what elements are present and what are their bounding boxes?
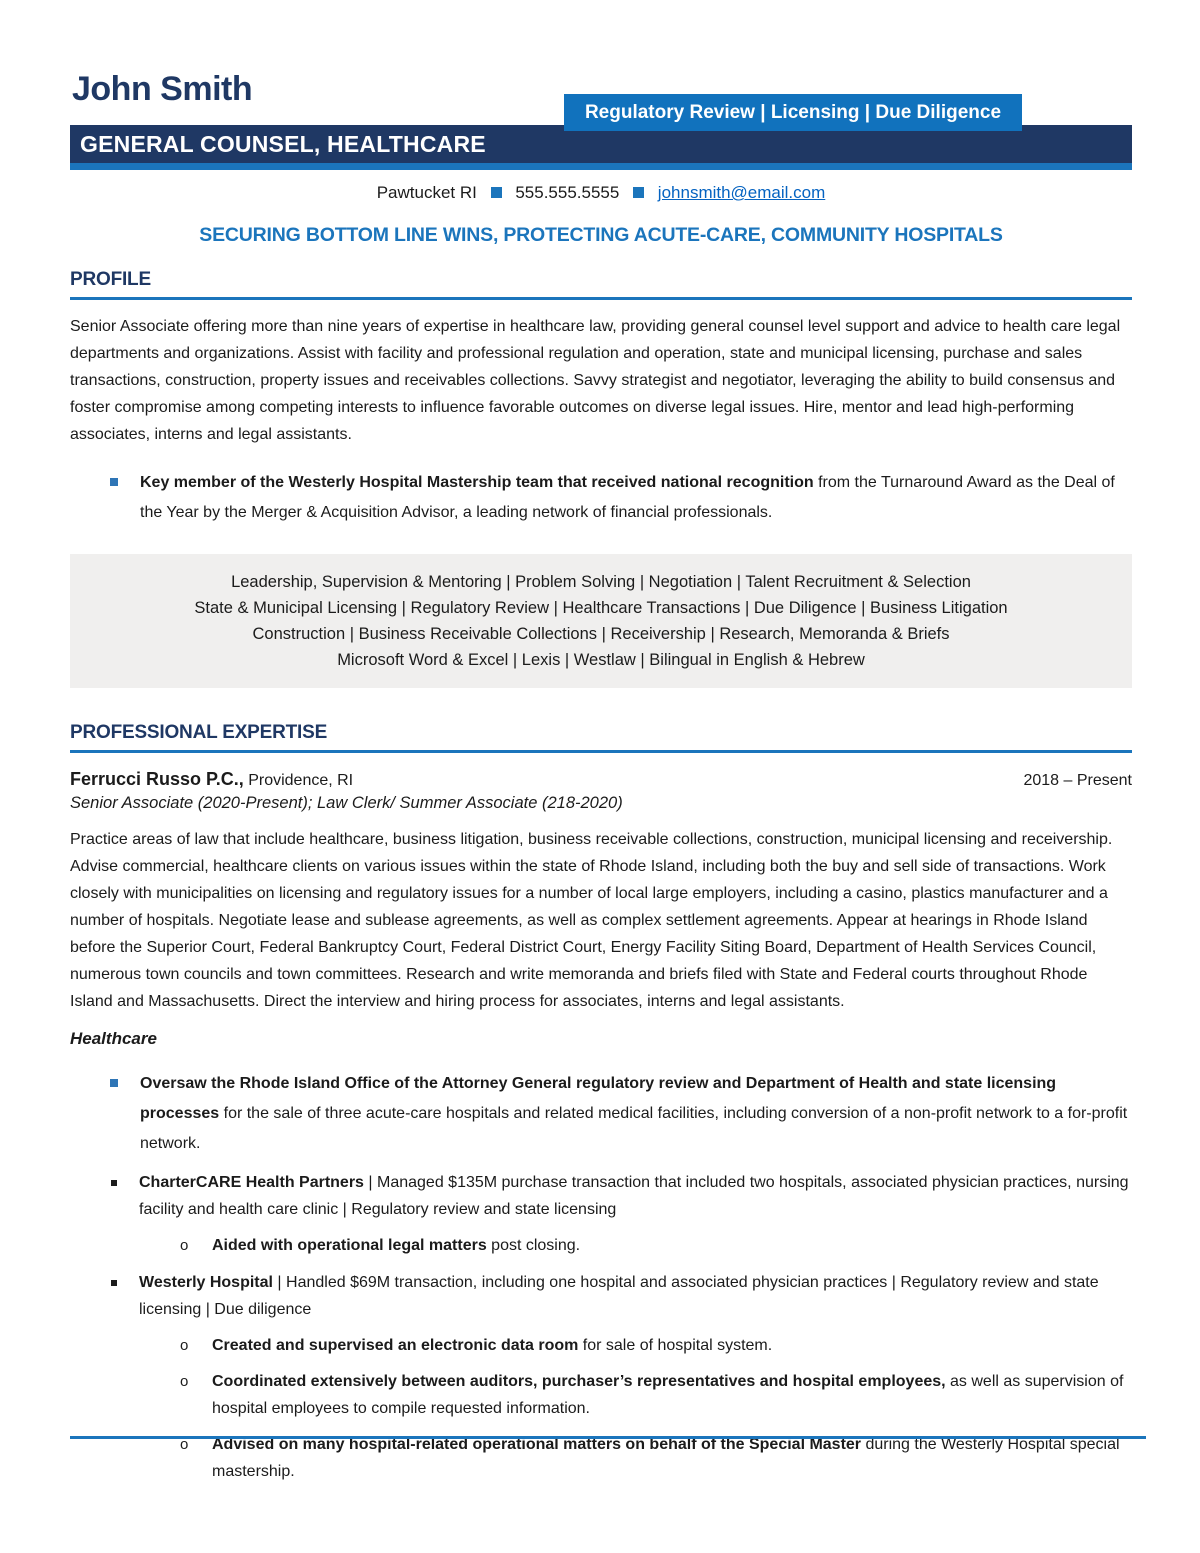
contact-phone: 555.555.5555 [515,183,620,202]
experience-sub-bullet [180,1332,1132,1359]
blue-square-bullet-icon [110,478,118,486]
employer-row [70,769,1132,790]
expertise-heading: PROFESSIONAL EXPERTISE [70,722,1132,753]
header [0,0,1200,170]
bullet-rest: | Managed $135M purchase transaction that included two hospitals, associated physician practices, nursing facility and health care clinic | Regulatory review and state licensing [139,1174,1129,1218]
candidate-name: John Smith [72,70,253,108]
experience-sub-bullet [180,1368,1132,1422]
profile-heading: PROFILE [70,269,1132,300]
black-square-bullet-icon [111,1180,117,1186]
employer-info [70,769,353,790]
email-link[interactable]: johnsmith@email.com [657,183,826,202]
highlight-bold: Key member of the Westerly Hospital Mastership team that received national recognition [140,474,814,491]
highlight-rest: from the Turnaround Award as the Deal of the Year by the Merger & Acquisition Advisor, a leading network of financial professionals. [140,474,1115,521]
experience-bullet-text [139,1269,1132,1323]
bullet-rest: post closing. [486,1237,581,1254]
bullet-bold: Aided with operational legal matters [212,1237,487,1254]
employer-name: Ferrucci Russo P.C., [70,769,244,789]
employment-dates: 2018 – Present [1023,772,1132,789]
separator-square-icon [633,187,644,198]
o-bullet-icon: o [180,1436,189,1453]
skills-line: Microsoft Word & Excel | Lexis | Westlaw | Bilingual in English & Hebrew [337,651,865,669]
skills-line: State & Municipal Licensing | Regulatory Review | Healthcare Transactions | Due Diligence | Business Litigation [194,599,1008,617]
skills-box [70,554,1132,688]
bullet-bold: Created and supervised an electronic data room [212,1337,579,1354]
bullet-rest: for sale of hospital system. [578,1337,773,1354]
role-titles: Senior Associate (2020-Present); Law Clerk/ Summer Associate (218-2020) [70,794,623,812]
experience-bullet [110,1269,1132,1323]
sub-bullet-text [212,1368,1132,1422]
bullet-bold: Westerly Hospital [139,1274,273,1291]
bullet-rest: for the sale of three acute-care hospitals and related medical facilities, including conversion of a non-profit network to a for-profit network. [140,1105,1128,1152]
page-content [0,183,1200,1485]
experience-bullet [110,1169,1132,1223]
job-title-text: GENERAL COUNSEL, HEALTHCARE [80,130,486,157]
experience-description: Practice areas of law that include healthcare, business litigation, business receivable collections, construction, municipal licensing and receivership. Advise commercial, healthcare clients on various issues within the state of Rhode Island, including both the buy and sell side of transactions. Work closely with municipalities on licensing and regulatory issues for a number of local large employers, including a casino, plastics manufacturer and a number of hospitals. Negotiate lease and sublease agreements, as well as complex settlement agreements. Appear at hearings in Rhode Island before the Superior Court, Federal Bankruptcy Court, Federal District Court, Energy Facility Siting Board, Department of Health Services Council, numerous town councils and town committees. Research and write memoranda and briefs filed with State and Federal courts throughout Rhode Island and Massachusetts. Direct the interview and hiring process for associates, interns and legal assistants. [70,831,1113,1010]
contact-location: Pawtucket RI [376,183,477,202]
experience-bullet-text [139,1169,1132,1223]
skills-line: Leadership, Supervision & Mentoring | Problem Solving | Negotiation | Talent Recruitment & Selection [231,573,971,591]
profile-highlight-bullet [110,468,1132,528]
black-square-bullet-icon [111,1280,117,1286]
specialty-badge: Regulatory Review | Licensing | Due Diligence [564,94,1022,131]
contact-line [70,183,1132,203]
bottom-divider [70,1436,1146,1439]
experience-sub-bullet [180,1232,1132,1259]
headline-tagline: SECURING BOTTOM LINE WINS, PROTECTING ACUTE-CARE, COMMUNITY HOSPITALS [199,224,1003,246]
profile-highlight-text [140,468,1132,528]
profile-summary: Senior Associate offering more than nine years of expertise in healthcare law, providing general counsel level support and advice to health care legal departments and organizations. Assist with facility and professional regulation and operation, state and municipal licensing, purchase and sales transactions, construction, property issues and receivables collections. Savvy strategist and negotiator, leveraging the ability to build consensus and foster compromise among competing interests to influence favorable outcomes on diverse legal issues. Hire, mentor and lead high-performing associates, interns and legal assistants. [70,318,1121,443]
bullet-bold: Coordinated extensively between auditors, purchaser’s representatives and hospital employees, [212,1373,946,1390]
o-bullet-icon: o [180,1373,189,1390]
o-bullet-icon: o [180,1237,189,1254]
experience-bullet-text [140,1069,1132,1159]
bullet-bold: CharterCARE Health Partners [139,1174,364,1191]
separator-square-icon [491,187,502,198]
skills-line: Construction | Business Receivable Collections | Receivership | Research, Memoranda & Briefs [252,625,950,643]
employer-location: Providence, RI [248,772,354,789]
experience-bullet [110,1069,1132,1159]
o-bullet-icon: o [180,1337,189,1354]
bullet-bold: Oversaw the Rhode Island Office of the Attorney General regulatory review and Department of Health and state licensing processes [140,1075,1057,1122]
healthcare-subheading: Healthcare [70,1029,157,1048]
bullet-rest: as well as supervision of hospital employees to compile requested information. [212,1373,1124,1417]
bullet-bold: Advised on many hospital-related operational matters on behalf of the Special Master [212,1436,862,1453]
bullet-rest: | Handled $69M transaction, including one hospital and associated physician practices | Regulatory review and state licensing | Due diligence [139,1274,1099,1318]
experience-sub-bullet [180,1431,1132,1485]
header-accent-strip [70,163,1132,170]
blue-square-bullet-icon [110,1079,118,1087]
sub-bullet-text [212,1431,1132,1485]
sub-bullet-text [212,1232,580,1259]
sub-bullet-text [212,1332,772,1359]
bullet-rest: during the Westerly Hospital special mastership. [212,1436,1120,1480]
